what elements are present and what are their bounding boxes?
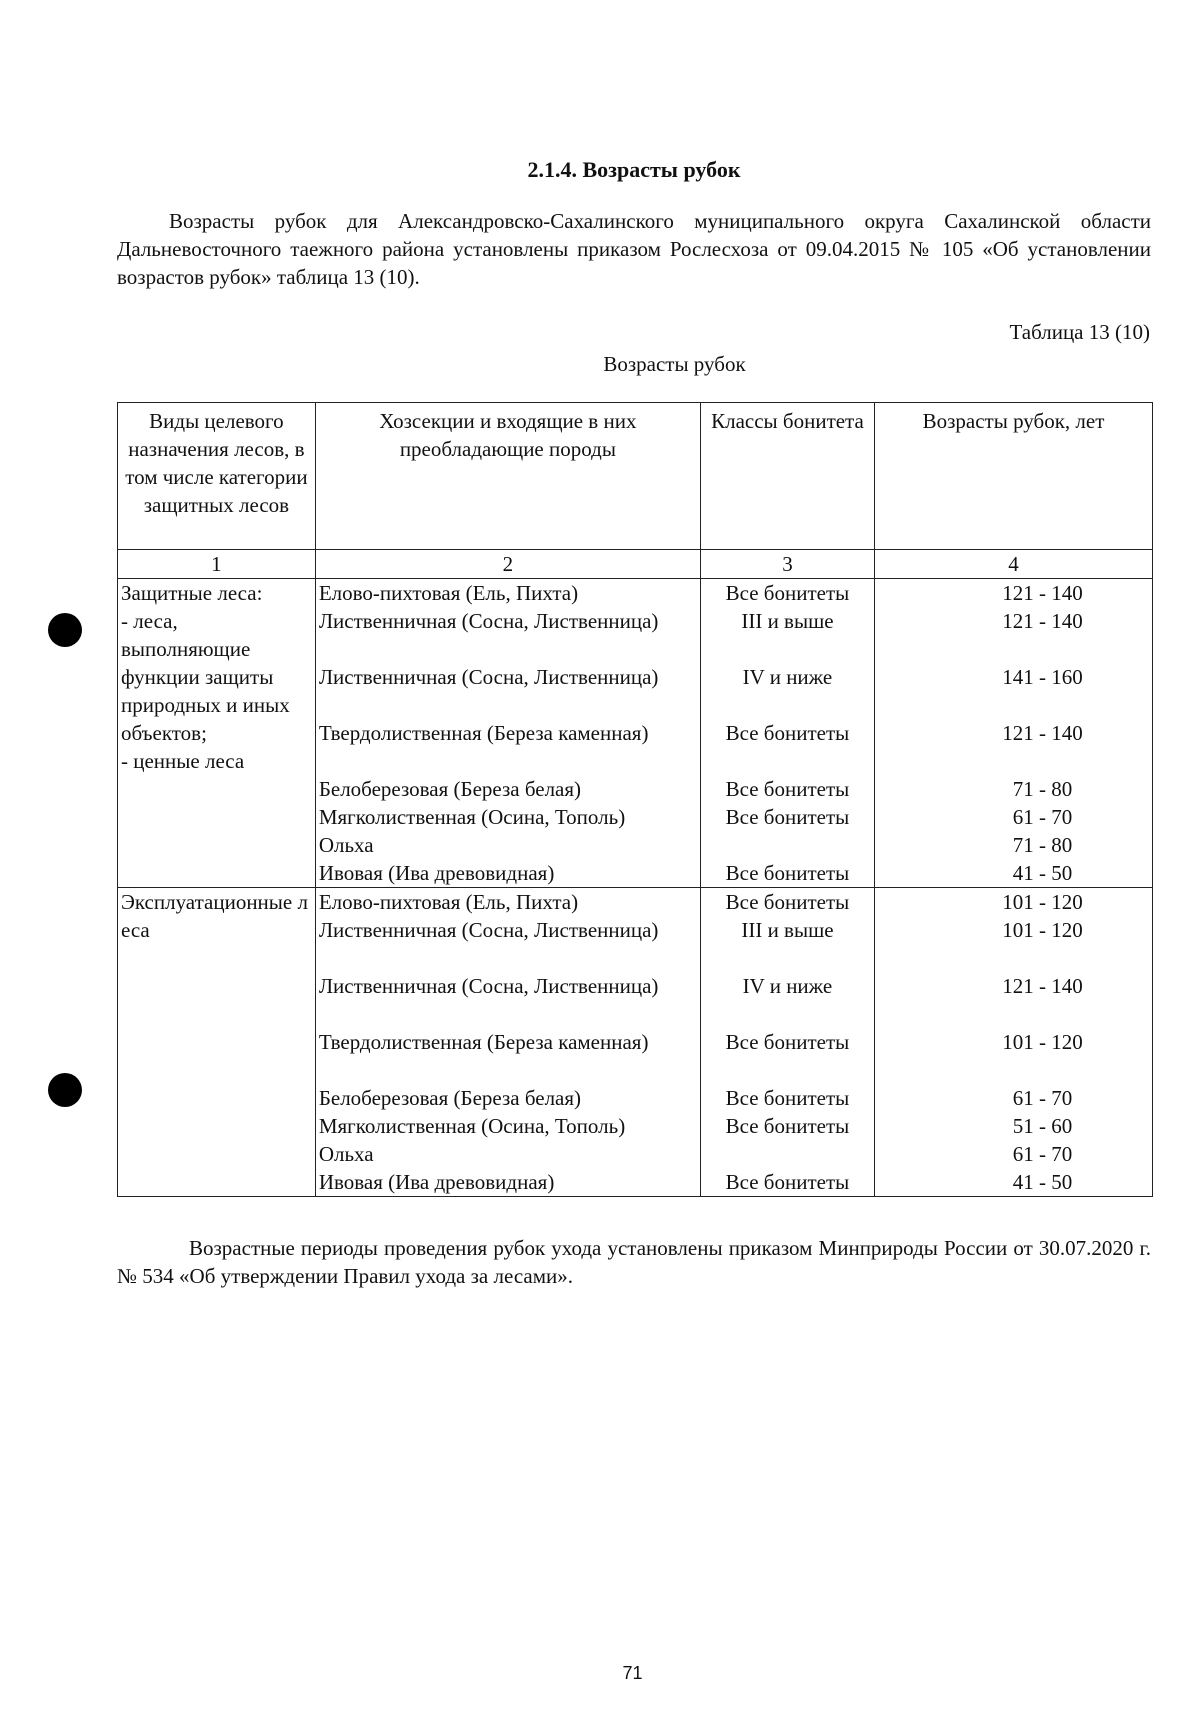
section-name: Елово-пихтовая (Ель, Пихта) bbox=[318, 581, 579, 605]
cutting-ages-table bbox=[117, 402, 1153, 1197]
header-cell-sections: Хозсекции и входящие в них преобладающие породы bbox=[315, 403, 700, 550]
column-number-row bbox=[118, 550, 1153, 579]
age-value: 61 - 70 bbox=[1012, 1142, 1073, 1166]
column-number: 4 bbox=[874, 550, 1152, 579]
table-caption: Возрасты рубок bbox=[603, 352, 746, 376]
table-number: Таблица 13 (10) bbox=[1009, 320, 1150, 344]
page-number: 71 bbox=[622, 1663, 643, 1683]
age-value: 61 - 70 bbox=[1012, 1086, 1073, 1110]
age-value: 71 - 80 bbox=[1012, 777, 1073, 801]
bonitet-cell bbox=[700, 888, 874, 1197]
header-cell-purpose: Виды целевого назначения лесов, в том числе категории защитных лесов bbox=[118, 403, 316, 550]
bonitet-value: IV и ниже bbox=[742, 974, 833, 998]
age-value: 101 - 120 bbox=[1002, 890, 1083, 914]
sections-cell bbox=[315, 888, 700, 1197]
age-value: 61 - 70 bbox=[1012, 805, 1073, 829]
category-title: Защитные леса: bbox=[121, 581, 263, 605]
header-cell-bonitet: Классы бонитета bbox=[700, 403, 874, 550]
age-value: 101 - 120 bbox=[1002, 918, 1083, 942]
table-group-protective bbox=[118, 579, 1153, 888]
age-value: 121 - 140 bbox=[1002, 581, 1083, 605]
bonitet-value: Все бонитеты bbox=[725, 1086, 850, 1110]
age-value: 41 - 50 bbox=[1012, 1170, 1073, 1194]
category-item: - ценные леса bbox=[121, 749, 245, 773]
bonitet-value: Все бонитеты bbox=[725, 721, 850, 745]
bonitet-value: Все бонитеты bbox=[725, 581, 850, 605]
bonitet-value: III и выше bbox=[741, 918, 834, 942]
section-name: Ивовая (Ива древовидная) bbox=[318, 1170, 555, 1194]
age-value: 51 - 60 bbox=[1012, 1114, 1073, 1138]
section-name: Твердолиственная (Береза каменная) bbox=[318, 1030, 649, 1054]
punch-hole-icon bbox=[48, 613, 82, 647]
age-cell bbox=[874, 888, 1152, 1197]
header-cell-ages: Возрасты рубок, лет bbox=[874, 403, 1152, 550]
section-name: Ивовая (Ива древовидная) bbox=[318, 861, 555, 885]
age-value: 121 - 140 bbox=[1002, 609, 1083, 633]
sections-cell bbox=[315, 579, 700, 888]
age-value: 121 - 140 bbox=[1002, 974, 1083, 998]
section-name: Лиственничная (Сосна, Лиственница) bbox=[318, 974, 659, 998]
bonitet-value bbox=[704, 831, 871, 859]
section-heading: 2.1.4. Возрасты рубок bbox=[527, 157, 741, 182]
table-header-row bbox=[118, 403, 1153, 550]
section-name: Твердолиственная (Береза каменная) bbox=[318, 721, 649, 745]
section-name: Лиственничная (Сосна, Лиственница) bbox=[318, 609, 659, 633]
section-name: Ольха bbox=[318, 833, 374, 857]
bonitet-value: Все бонитеты bbox=[725, 890, 850, 914]
section-name: Ольха bbox=[318, 1142, 374, 1166]
age-value: 41 - 50 bbox=[1012, 861, 1073, 885]
category-cell bbox=[118, 579, 316, 888]
bonitet-value: Все бонитеты bbox=[725, 1030, 850, 1054]
bonitet-value bbox=[704, 1140, 871, 1168]
table-group-exploitation bbox=[118, 888, 1153, 1197]
age-cell bbox=[874, 579, 1152, 888]
age-value: 101 - 120 bbox=[1002, 1030, 1083, 1054]
category-item: - леса, выполняющие функции защиты природных и иных объектов; bbox=[121, 609, 290, 745]
column-number: 3 bbox=[700, 550, 874, 579]
section-name: Белоберезовая (Береза белая) bbox=[318, 1086, 582, 1110]
age-value: 71 - 80 bbox=[1012, 833, 1073, 857]
closing-paragraph: Возрастные периоды проведения рубок ухода установлены приказом Минприроды России от 30.07.2020 г. № 534 «Об утверждении Правил ухода за лесами». bbox=[117, 1236, 1151, 1288]
section-name: Мягколиственная (Осина, Тополь) bbox=[318, 1114, 626, 1138]
section-name: Мягколиственная (Осина, Тополь) bbox=[318, 805, 626, 829]
section-name: Лиственничная (Сосна, Лиственница) bbox=[318, 665, 659, 689]
section-name: Елово-пихтовая (Ель, Пихта) bbox=[318, 890, 579, 914]
bonitet-value: Все бонитеты bbox=[725, 861, 850, 885]
bonitet-cell bbox=[700, 579, 874, 888]
column-number: 1 bbox=[118, 550, 316, 579]
bonitet-value: Все бонитеты bbox=[725, 777, 850, 801]
column-number: 2 bbox=[315, 550, 700, 579]
age-value: 141 - 160 bbox=[1002, 665, 1083, 689]
punch-hole-icon bbox=[48, 1073, 82, 1107]
intro-paragraph: Возрасты рубок для Александровско-Сахалинского муниципального округа Сахалинской области Дальневосточного таежного района установлены приказом Рослесхоза от 09.04.2015 № 105 «Об установлении возрастов рубок» таблица 13 (10). bbox=[117, 209, 1151, 289]
section-name: Лиственничная (Сосна, Лиственница) bbox=[318, 918, 659, 942]
category-cell bbox=[118, 888, 316, 1197]
bonitet-value: Все бонитеты bbox=[725, 805, 850, 829]
bonitet-value: Все бонитеты bbox=[725, 1114, 850, 1138]
bonitet-value: III и выше bbox=[741, 609, 834, 633]
bonitet-value: Все бонитеты bbox=[725, 1170, 850, 1194]
age-value: 121 - 140 bbox=[1002, 721, 1083, 745]
bonitet-value: IV и ниже bbox=[742, 665, 833, 689]
category-title: Эксплуатационные леса bbox=[121, 890, 308, 942]
section-name: Белоберезовая (Береза белая) bbox=[318, 777, 582, 801]
